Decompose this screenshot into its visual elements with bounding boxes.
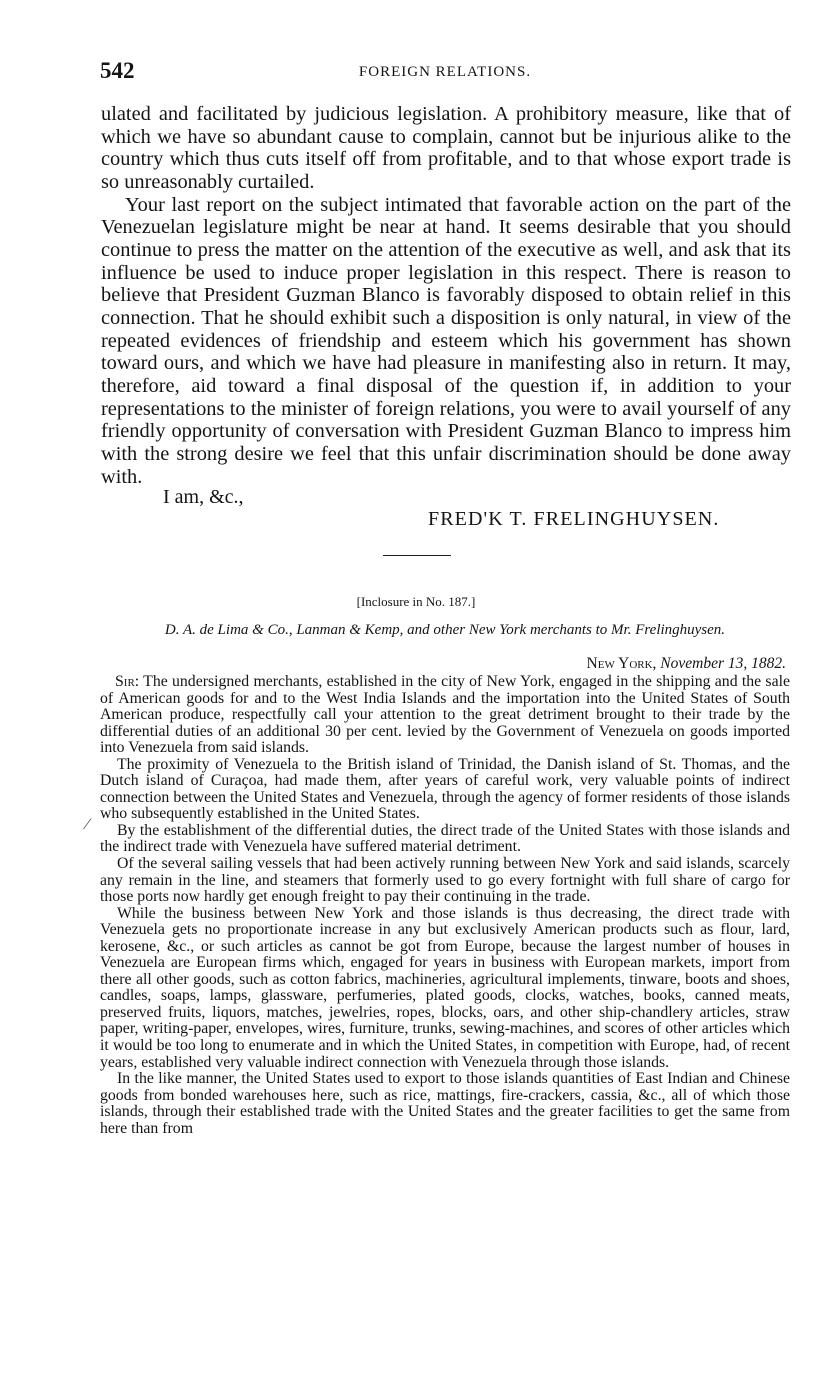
signature: FRED'K T. FRELINGHUYSEN. xyxy=(428,508,720,530)
letter-paragraph: By the establishment of the differential duties, the direct trade of the United States with those islands and the indirect trade with Venezuela have suffered material detriment. xyxy=(100,821,790,856)
letter-paragraph xyxy=(100,674,790,757)
letter-paragraph: In the like manner, the United States used to export to those islands quantities of East Indian and Chinese goods from bonded warehouses here, such as rice, mattings, fire-crackers, cassia, &c., all of which those islands, through their established trade with the United States and the greater facilities to get the same from here than from xyxy=(100,1070,790,1137)
page-number: 542 xyxy=(100,58,135,83)
running-title: FOREIGN RELATIONS. xyxy=(358,64,532,80)
margin-mark: ⁄ xyxy=(86,816,89,833)
letter-paragraph: While the business between New York and those islands is thus decreasing, the direct trade with Venezuela gets no proportionate increase in any but exclusively American products such as flour, lard, kerosene, &c., or such articles as cannot be got from Europe, because the largest number of houses in Venezuela are European firms which, engaged for years in business with European markets, import from there all other goods, such as cotton fabrics, machineries, agricultural implements, tinware, boots and shoes, candles, soaps, lamps, glassware, perfumeries, plated goods, clocks, watches, books, canned meats, preserved fruits, liquors, matches, jewelries, ropes, blocks, oars, and other ship-chandlery articles, straw paper, writing-paper, envelopes, wires, furniture, trunks, sewing-machines, and scores of other articles which it would be too long to enumerate and in which the United States, in competition with Europe, had, of recent years, established very valuable indirect connection with Venezuela through those islands. xyxy=(100,904,790,1071)
dateline-date: November 13, 1882. xyxy=(660,655,786,672)
inclosure-letter xyxy=(100,674,790,1137)
body-paragraph: ulated and facilitated by judicious legislation. A prohibitory measure, like that of which we have so abundant cause to complain, cannot but be injurious alike to the country which thus cuts itself off from profitable, and to that whose export trade is so unreasonably curtailed. xyxy=(101,103,791,193)
dateline-city: New York, xyxy=(586,655,657,672)
closing: I am, &c., xyxy=(163,486,244,508)
salutation: Sir: xyxy=(115,673,140,690)
section-divider xyxy=(383,555,451,556)
body-paragraph: Your last report on the subject intimated that favorable action on the part of the Venezuelan legislature might be near at hand. It seems desirable that you should continue to press the matter on the attention of the executive as well, and ask that its influence be used to induce proper legislation in this respect. There is reason to believe that President Guzman Blanco is favorably disposed to obtain relief in this connection. That he should exhibit such a disposition is only natural, in view of the repeated evidences of friendship and esteem which his government has shown toward ours, and which we have had pleasure in manifesting also in return. It may, therefore, aid toward a final disposal of the question if, in addition to your representations to the minister of foreign relations, you were to avail yourself of any friendly opportunity of conversation with President Guzman Blanco to impress him with the strong desire we feel that this unfair discrimination should be done away with. xyxy=(101,193,791,488)
document-title: D. A. de Lima & Co., Lanman & Kemp, and other New York merchants to Mr. Frelinghuysen. xyxy=(164,622,726,638)
inclosure-label: [Inclosure in No. 187.] xyxy=(356,594,476,609)
letter-body xyxy=(101,103,791,488)
letter-paragraph: The proximity of Venezuela to the British island of Trinidad, the Danish island of St. Thomas, and the Dutch island of Curaçoa, had made them, after years of careful work, very valuable points of indirect connection between the United States and Venezuela, through the agency of former residents of those islands who subsequently established in the United States. xyxy=(100,755,790,823)
letter-paragraph: Of the several sailing vessels that had been actively running between New York and said islands, scarcely any remain in the line, and steamers that formerly used to go every fortnight with full share of cargo for those ports now hardly get enough freight to pay their continuing in the trade. xyxy=(100,855,790,906)
letter-paragraph-text: The undersigned merchants, established in the city of New York, engaged in the shipping and the sale of American goods for and to the West India Islands and the importation into the United States of South American produce, respectfully call your attention to the great detriment brought to their trade by the differential duties of an additional 30 per cent. levied by the Government of Venezuela on goods imported into Venezuela from said islands. xyxy=(100,673,790,757)
page-header xyxy=(100,58,790,86)
dateline xyxy=(587,655,786,673)
